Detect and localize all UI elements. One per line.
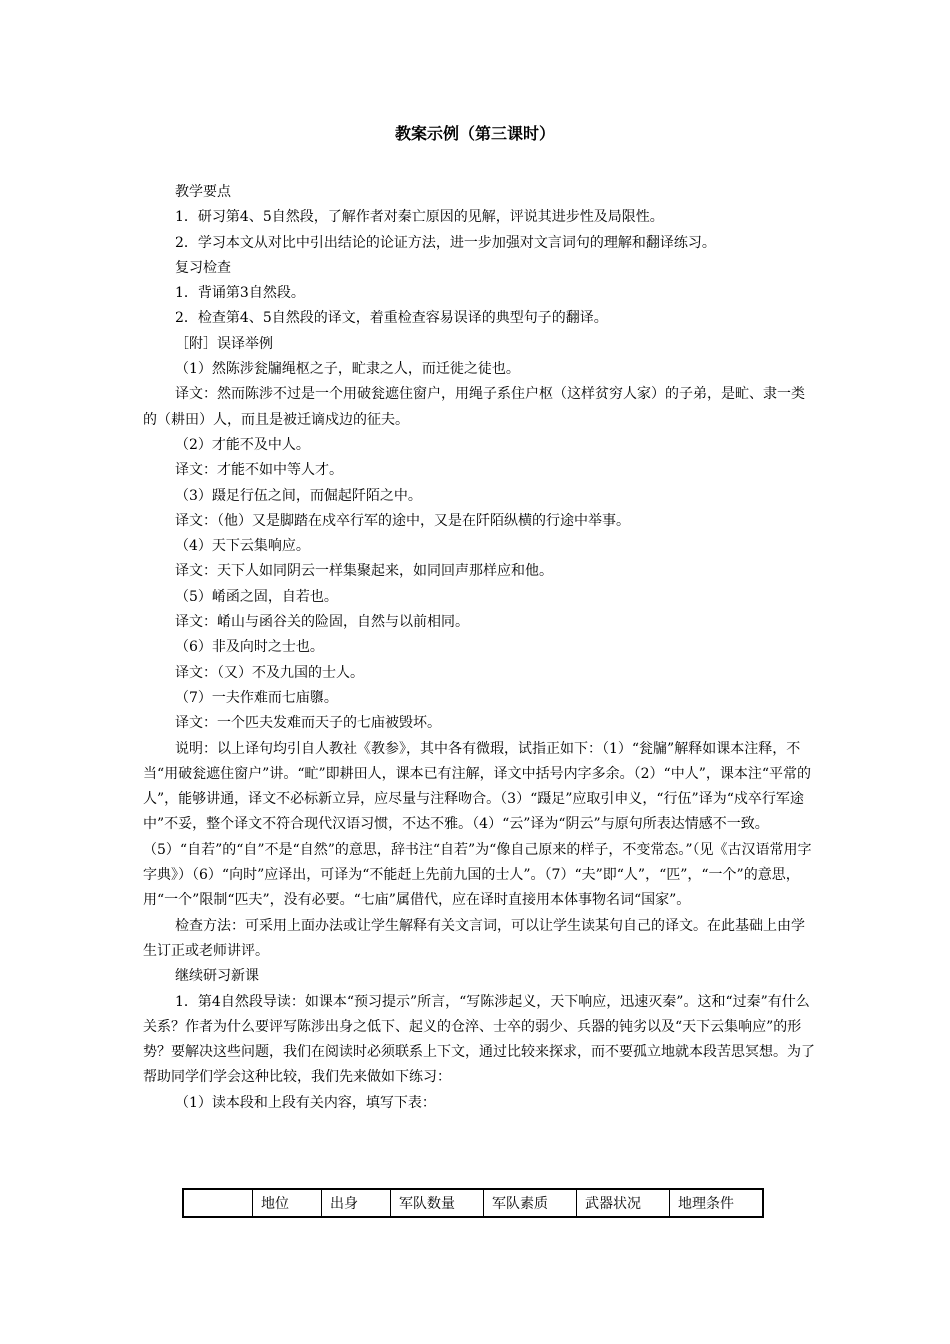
section-heading: 教学要点: [175, 184, 231, 200]
guide-paragraph: 1．第4自然段导读：如课本“预习提示”所言，“写陈涉起义，天下响应，迅速灭秦”。这和“过秦”有什么关系？作者为什么要评写陈涉出身之低下、起义的仓淬、士卒的弱少、兵器的钝劣以及“天下云集响应”的形势？要解决这些问题，我们在阅读时必须联系上下文，通过比较来探求，而不要孤立地就本段苦思冥想。为了帮助同学们学会这种比较，我们先来做如下练习：: [143, 993, 815, 1086]
example-sentence: （6）非及向时之士也。: [175, 639, 324, 656]
example-sentence: （3）蹑足行伍之间，而倔起阡陌之中。: [175, 487, 422, 504]
translation: 译文：一个匹夫发难而天子的七庙被毁坏。: [175, 715, 441, 732]
paragraph: 2．学习本文从对比中引出结论的论证方法，进一步加强对文言词句的理解和翻译练习。: [175, 234, 716, 251]
translation: 译文：（他）又是脚踏在戍卒行军的途中，又是在阡陌纵横的行途中举事。: [175, 512, 630, 529]
table-header-cell: 军队数量: [391, 1189, 484, 1217]
translation: 译文：才能不如中等人才。: [175, 462, 343, 479]
comparison-table: [182, 1188, 764, 1218]
explanation-paragraph: 说明：以上译句均引自人教社《教参》，其中各有微瑕，试指正如下：（1）“瓮牖”解释如课本注释，不当“用破瓮遮住窗户”讲。“甿”即耕田人，课本已有注解，译文中括号内字多余。（2）“中人”，课本注“平常的人”，能够讲通，译文不必标新立异，应尽量与注释吻合。（3）“蹑足”应取引申义，“行伍”译为“戍卒行军途中”不妥，整个译文不符合现代汉语习惯，不达不雅。（4）“云”译为“阴云”与原句所表达情感不一致。（5）“自若”的“自”不是“自然”的意思，辞书注“自若”为“像自己原来的样子，不变常态。”（见《古汉语常用字字典》）（6）“向时”应译出，可译为“不能赶上先前九国的士人”。（7）“夫”即“人”，“匹”，“一个”的意思，用“一个”限制“匹夫”，没有必要。“七庙”属借代，应在译时直接用本体事物名词“国家”。: [143, 740, 812, 909]
paragraph: 1．背诵第3自然段。: [175, 285, 305, 302]
table-header-cell: 出身: [322, 1189, 391, 1217]
paragraph: 1．研习第4、5自然段，了解作者对秦亡原因的见解，评说其进步性及局限性。: [175, 209, 664, 226]
document-body: [143, 180, 815, 1116]
table-header-cell: 武器状况: [577, 1189, 670, 1217]
translation: 译文：然而陈涉不过是一个用破瓮遮住窗户，用绳子系住户枢（这样贫穷人家）的子弟，是甿、隶一类的（耕田）人，而且是被迁谪戍边的征夫。: [143, 386, 805, 428]
example-sentence: （2）才能不及中人。: [175, 436, 310, 453]
section-heading: 继续研习新课: [175, 968, 259, 985]
translation: 译文：崤山与函谷关的险固，自然与以前相同。: [175, 614, 469, 631]
table-header-cell: 军队素质: [484, 1189, 577, 1217]
page-title: 教案示例（第三课时）: [394, 124, 555, 143]
table-header-row: [183, 1189, 763, 1217]
example-sentence: （7）一夫作难而七庙隳。: [175, 689, 338, 706]
paragraph: 2．检查第4、5自然段的译文，着重检查容易误译的典型句子的翻译。: [175, 310, 608, 327]
translation: 译文：天下人如同阴云一样集聚起来，如同回声那样应和他。: [175, 563, 553, 580]
example-sentence: （1）然陈涉瓮牖绳枢之子，甿隶之人，而迁徙之徒也。: [175, 361, 520, 378]
table-header-cell: 地位: [253, 1189, 322, 1217]
example-sentence: （4）天下云集响应。: [175, 538, 310, 555]
table-header-cell: [183, 1189, 253, 1217]
check-method-paragraph: 检查方法：可采用上面办法或让学生解释有关文言词，可以让学生读某句自己的译文。在此基础上由学生订正或老师讲评。: [143, 917, 805, 959]
section-heading: ［附］误译举例: [175, 335, 273, 352]
table-header-cell: 地理条件: [670, 1189, 764, 1217]
example-sentence: （5）崤函之固，自若也。: [175, 588, 338, 605]
section-heading: 复习检查: [175, 259, 231, 276]
translation: 译文：（又）不及九国的士人。: [175, 664, 364, 681]
exercise-prompt: （1）读本段和上段有关内容，填写下表：: [175, 1094, 436, 1111]
